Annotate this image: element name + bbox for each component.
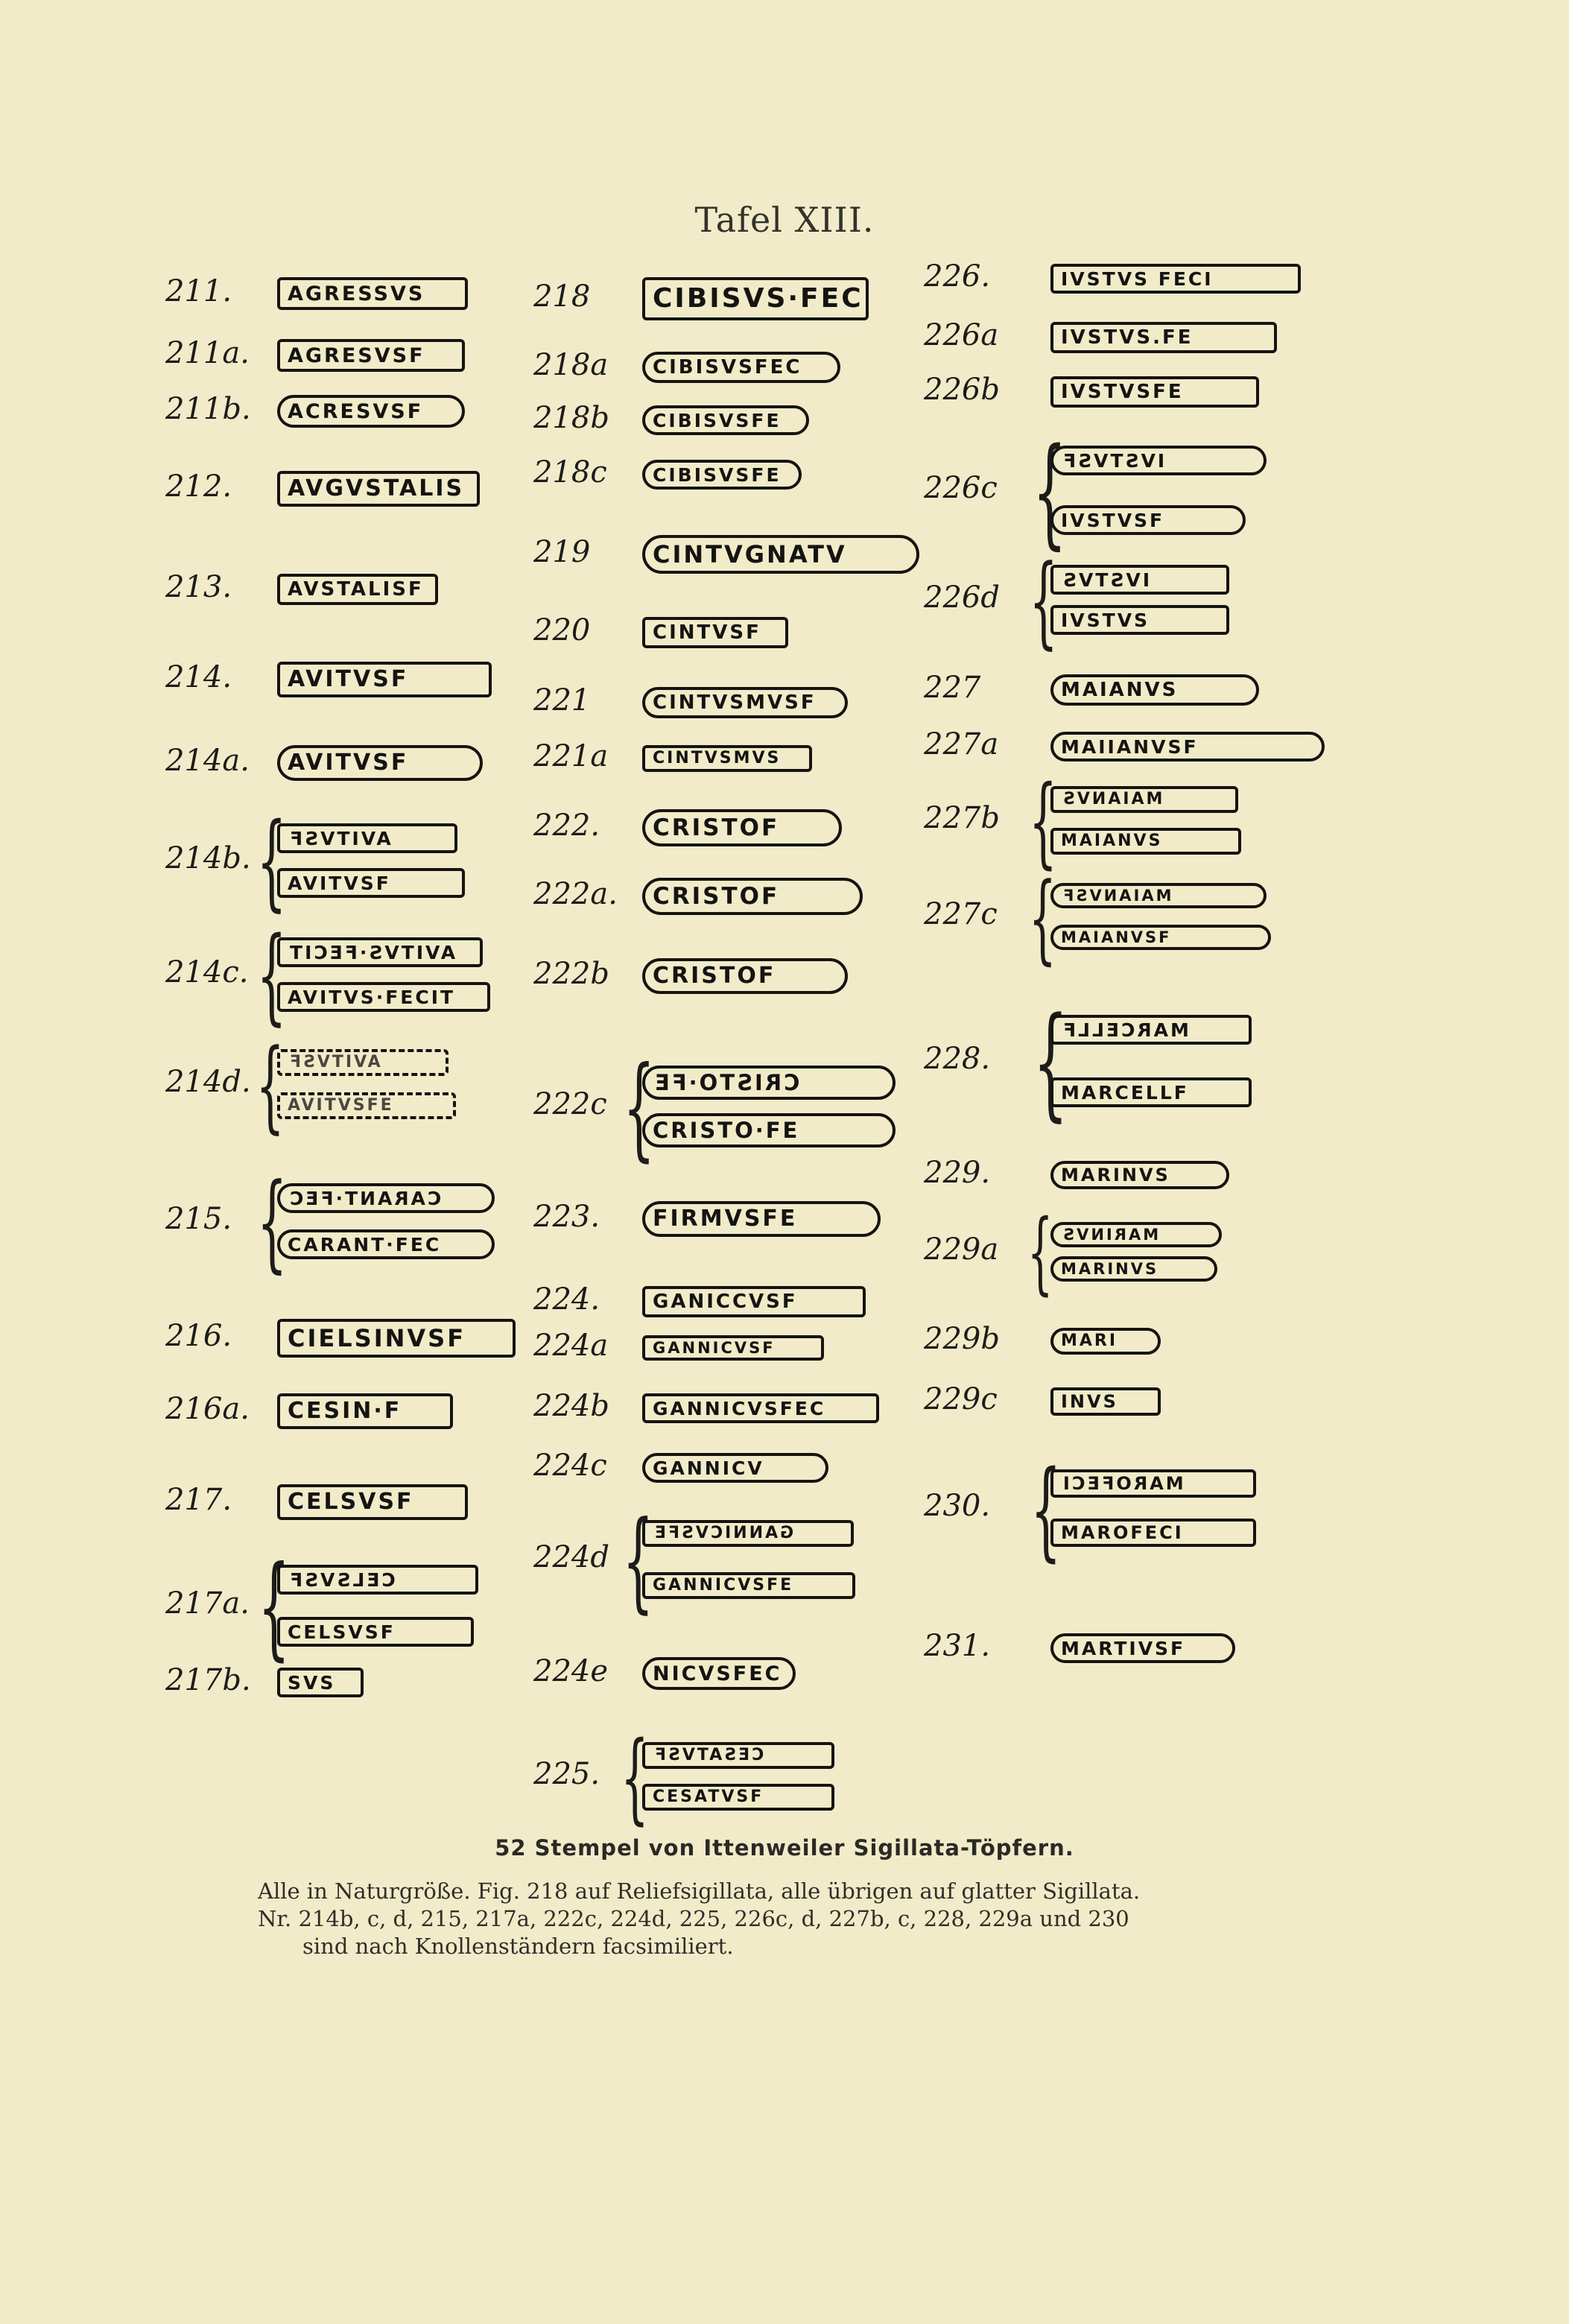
stamp-impression xyxy=(642,809,842,846)
stamp-impression xyxy=(642,878,863,915)
note-line-1: Alle in Naturgröße. Fig. 218 auf Reliefsigillata, alle übrigen auf glatter Sigillata. xyxy=(258,1878,1141,1904)
stamp-number: 213. xyxy=(165,570,232,604)
stamp-number: 222c xyxy=(533,1087,607,1121)
stamp-number: 217a. xyxy=(165,1586,250,1621)
stamp-text: MARINVS xyxy=(1061,1165,1170,1185)
stamp-number: 221 xyxy=(533,683,591,718)
stamp-text: CESIN·F xyxy=(288,1398,402,1424)
stamp-text: CINTVSMVS xyxy=(653,749,782,767)
brace-mark: { xyxy=(1032,422,1067,561)
stamp-impression xyxy=(1050,1256,1217,1282)
stamp-impression xyxy=(1050,1015,1252,1045)
stamp-impression xyxy=(1050,883,1267,908)
stamp-impression xyxy=(277,1092,456,1119)
stamp-impression xyxy=(1050,1387,1161,1416)
stamp-impression xyxy=(642,745,812,772)
stamp-text: IVSTVS FECI xyxy=(1061,267,1214,290)
stamp-impression xyxy=(1050,674,1259,706)
stamp-text: GANNICVSFEC xyxy=(653,1397,826,1419)
brace-mark: { xyxy=(258,1542,291,1672)
stamp-number: 221a xyxy=(533,739,609,773)
stamp-impression xyxy=(1050,925,1271,950)
stamp-text: IVSTVS xyxy=(1061,569,1150,591)
stamp-text: CIBISVSFEC xyxy=(653,356,802,379)
stamp-number: 211. xyxy=(165,274,232,308)
stamp-number: 222b xyxy=(533,957,609,991)
stamp-number: 224c xyxy=(533,1448,607,1483)
plate-title: Tafel XIII. xyxy=(694,200,875,240)
stamp-number: 224e xyxy=(533,1654,609,1688)
stamp-impression xyxy=(277,1319,516,1358)
stamp-impression xyxy=(1050,1633,1235,1663)
stamp-number: 226c xyxy=(924,471,998,505)
stamp-text: FIRMVSFE xyxy=(653,1206,798,1232)
stamp-impression xyxy=(642,460,802,490)
stamp-impression xyxy=(1050,446,1267,475)
stamp-impression xyxy=(277,868,465,898)
stamp-text: AGRESVSF xyxy=(288,343,425,367)
stamp-text: INVS xyxy=(1061,1391,1118,1412)
stamp-number: 211a. xyxy=(165,336,250,370)
stamp-text: GANICCVSF xyxy=(653,1291,798,1313)
stamp-text: AVITVSF xyxy=(288,1053,381,1071)
stamp-impression xyxy=(277,662,492,697)
stamp-text: CINTVSMVSF xyxy=(653,691,817,714)
stamp-impression xyxy=(642,1201,881,1237)
stamp-number: 218c xyxy=(533,455,607,490)
stamp-number: 216a. xyxy=(165,1392,250,1426)
stamp-number: 226a xyxy=(924,318,999,352)
stamp-text: MAIANVSF xyxy=(1061,886,1172,905)
stamp-text: AVITVSF xyxy=(288,666,409,692)
stamp-impression xyxy=(642,958,848,994)
stamp-number: 211b. xyxy=(165,392,251,426)
stamp-text: AVGVSTALIS xyxy=(288,475,465,501)
stamp-text: CIELSINVSF xyxy=(288,1324,466,1352)
stamp-impression xyxy=(277,471,480,507)
brace-mark: { xyxy=(1029,764,1057,879)
stamp-text: MARCELLF xyxy=(1061,1081,1189,1104)
stamp-text: GANNICV xyxy=(653,1457,764,1479)
stamp-impression xyxy=(1050,1469,1256,1498)
stamp-impression xyxy=(642,1393,879,1423)
stamp-text: MAIANVS xyxy=(1061,832,1163,850)
stamp-number: 231. xyxy=(924,1629,991,1663)
stamp-text: MAIANVSF xyxy=(1061,928,1172,946)
brace-mark: { xyxy=(1030,1447,1062,1572)
stamp-number: 222a. xyxy=(533,877,618,911)
stamp-impression xyxy=(642,277,869,320)
brace-mark: { xyxy=(623,1043,656,1173)
stamp-impression xyxy=(277,937,483,967)
stamp-impression xyxy=(642,1742,834,1769)
stamp-text: CRISTO·FE xyxy=(653,1069,800,1095)
stamp-text: CRISTO·FE xyxy=(653,1117,800,1143)
stamp-number: 214. xyxy=(165,660,232,694)
stamp-impression xyxy=(642,1113,896,1147)
stamp-text: MAROFECI xyxy=(1061,1473,1184,1494)
stamp-number: 228. xyxy=(924,1042,991,1076)
stamp-text: CIBISVSFE xyxy=(653,409,782,431)
stamp-impression xyxy=(277,1183,495,1213)
stamp-impression xyxy=(277,574,438,605)
stamp-text: CELSVSF xyxy=(288,1568,396,1591)
stamp-impression xyxy=(1050,565,1229,595)
stamp-impression xyxy=(277,745,483,781)
stamp-text: CELSVSF xyxy=(288,1621,396,1643)
stamp-text: CRISTOF xyxy=(653,963,776,989)
stamp-impression xyxy=(1050,264,1301,294)
stamp-text: MARINVS xyxy=(1061,1259,1159,1278)
brace-mark: { xyxy=(1029,543,1058,659)
stamp-impression xyxy=(642,1520,854,1547)
stamp-number: 226. xyxy=(924,259,991,294)
stamp-text: AVITVS·FECIT xyxy=(288,941,456,963)
stamp-text: CINTVGNATV xyxy=(653,540,847,569)
plate-caption: 52 Stempel von Ittenweiler Sigillata-Töpfern. xyxy=(495,1835,1074,1861)
stamp-text: CINTVSF xyxy=(653,621,761,644)
stamp-impression xyxy=(1050,786,1238,813)
stamp-impression xyxy=(1050,505,1246,535)
stamp-number: 227c xyxy=(924,897,998,931)
stamp-number: 225. xyxy=(533,1757,600,1791)
brace-mark: { xyxy=(256,801,287,922)
stamp-text: MARCELLF xyxy=(1061,1019,1189,1041)
stamp-text: IVSTVS.FE xyxy=(1061,326,1194,349)
stamp-impression xyxy=(642,405,809,435)
brace-mark: { xyxy=(1033,991,1068,1133)
brace-mark: { xyxy=(256,1028,285,1144)
stamp-impression xyxy=(642,535,919,574)
stamp-text: CELSVSF xyxy=(288,1489,414,1515)
stamp-impression xyxy=(277,395,465,428)
stamp-number: 212. xyxy=(165,469,232,504)
stamp-text: AVITVSF xyxy=(288,827,391,849)
stamp-impression xyxy=(1050,732,1325,762)
stamp-number: 214a. xyxy=(165,744,250,778)
brace-mark: { xyxy=(256,915,287,1036)
stamp-text: MAIANVS xyxy=(1061,790,1163,808)
stamp-impression xyxy=(642,1066,896,1100)
stamp-number: 218a xyxy=(533,348,609,382)
stamp-number: 223. xyxy=(533,1200,600,1234)
brace-mark: { xyxy=(1027,1201,1053,1305)
note-line-3: sind nach Knollenständern facsimiliert. xyxy=(302,1934,734,1959)
stamp-impression xyxy=(642,687,848,718)
stamp-number: 224a xyxy=(533,1329,609,1363)
stamp-number: 216. xyxy=(165,1319,232,1353)
stamp-number: 214c. xyxy=(165,955,249,990)
stamp-impression xyxy=(1050,322,1277,353)
stamp-impression xyxy=(277,1565,478,1595)
stamp-number: 215. xyxy=(165,1202,232,1236)
stamp-impression xyxy=(1050,1519,1256,1547)
stamp-text: AVITVSF xyxy=(288,750,409,776)
stamp-impression xyxy=(277,1393,453,1429)
stamp-text: ACRESVSF xyxy=(288,399,424,423)
stamp-number: 217. xyxy=(165,1483,232,1517)
stamp-text: MAIANVS xyxy=(1061,679,1179,701)
stamp-impression xyxy=(1050,828,1241,855)
stamp-number: 214d. xyxy=(165,1065,251,1099)
stamp-impression xyxy=(1050,1222,1222,1247)
stamp-impression xyxy=(642,617,788,648)
stamp-impression xyxy=(277,982,490,1012)
stamp-number: 227b xyxy=(924,801,1000,835)
stamp-number: 214b. xyxy=(165,841,251,876)
stamp-text: IVSTVSFE xyxy=(1061,381,1184,403)
stamp-impression xyxy=(1050,1161,1229,1189)
stamp-text: AVITVS·FECIT xyxy=(288,986,456,1008)
stamp-impression xyxy=(642,1657,796,1690)
stamp-text: MARINVS xyxy=(1061,1225,1159,1244)
stamp-number: 226b xyxy=(924,373,1000,407)
stamp-impression xyxy=(277,339,465,372)
stamp-text: IVSTVSF xyxy=(1061,449,1165,472)
brace-mark: { xyxy=(1028,861,1056,975)
plate-note xyxy=(258,1878,1249,1960)
stamp-number: 227a xyxy=(924,727,999,762)
stamp-impression xyxy=(277,1049,448,1076)
brace-mark: { xyxy=(621,1720,649,1835)
stamp-text: AVITVSFE xyxy=(288,1096,394,1115)
stamp-text: GANNICVSFE xyxy=(653,1576,794,1595)
stamp-impression xyxy=(1050,605,1229,635)
stamp-impression xyxy=(277,1484,468,1520)
note-line-2: Nr. 214b, c, d, 215, 217a, 222c, 224d, 225, 226c, d, 227b, c, 228, 229a und 230 xyxy=(258,1906,1129,1931)
stamp-impression xyxy=(1050,1328,1161,1355)
stamp-number: 229. xyxy=(924,1156,991,1190)
stamp-text: MAROFECI xyxy=(1061,1522,1184,1543)
stamp-text: AGRESSVS xyxy=(288,282,425,305)
stamp-number: 219 xyxy=(533,535,591,569)
stamp-impression xyxy=(642,352,840,383)
stamp-number: 227 xyxy=(924,671,981,705)
stamp-text: AVSTALISF xyxy=(288,578,424,601)
stamp-number: 222. xyxy=(533,808,600,843)
stamp-text: AVITVSF xyxy=(288,872,391,894)
stamp-text: CARANT·FEC xyxy=(288,1233,442,1256)
stamp-number: 229a xyxy=(924,1232,999,1267)
stamp-text: CRISTOF xyxy=(653,814,780,841)
stamp-text: NICVSFEC xyxy=(653,1662,782,1685)
stamp-number: 229b xyxy=(924,1322,1000,1356)
brace-mark: { xyxy=(256,1161,288,1284)
stamp-text: IVSTVSF xyxy=(1061,509,1165,531)
stamp-number: 224. xyxy=(533,1282,600,1317)
stamp-text: CESATVSF xyxy=(653,1788,764,1806)
stamp-impression xyxy=(1050,376,1259,408)
stamp-impression xyxy=(642,1335,824,1361)
stamp-number: 226d xyxy=(924,580,1000,615)
brace-mark: { xyxy=(622,1498,654,1624)
stamp-number: 230. xyxy=(924,1489,991,1523)
stamp-text: MARTIVSF xyxy=(1061,1637,1186,1659)
stamp-impression xyxy=(642,1784,834,1811)
stamp-number: 229c xyxy=(924,1382,998,1416)
stamp-text: SVS xyxy=(288,1671,336,1694)
stamp-text: CIBISVS·FEC xyxy=(653,283,863,314)
stamp-impression xyxy=(1050,1077,1252,1107)
stamp-text: CRISTOF xyxy=(653,882,780,910)
stamp-impression xyxy=(642,1572,855,1599)
stamp-impression xyxy=(642,1453,828,1483)
stamp-impression xyxy=(277,1229,495,1259)
stamp-number: 217b. xyxy=(165,1663,251,1697)
stamp-text: CIBISVSFE xyxy=(653,463,782,486)
stamp-text: MAIIANVSF xyxy=(1061,735,1199,758)
stamp-text: GANNICVSFE xyxy=(653,1524,794,1542)
stamp-number: 220 xyxy=(533,613,591,648)
stamp-impression xyxy=(277,1668,364,1697)
stamp-text: MARI xyxy=(1061,1332,1118,1350)
stamp-impression xyxy=(277,277,468,310)
stamp-impression xyxy=(277,1617,474,1647)
stamp-number: 218 xyxy=(533,279,591,314)
stamp-text: GANNICVSF xyxy=(653,1338,776,1357)
stamp-text: CESATVSF xyxy=(653,1746,764,1764)
stamp-impression xyxy=(642,1286,866,1317)
stamp-number: 224d xyxy=(533,1540,609,1574)
stamp-text: IVSTVS xyxy=(1061,609,1150,631)
stamp-impression xyxy=(277,823,457,853)
stamp-number: 224b xyxy=(533,1389,609,1423)
stamp-number: 218b xyxy=(533,401,609,435)
stamp-text: CARANT·FEC xyxy=(288,1187,442,1209)
